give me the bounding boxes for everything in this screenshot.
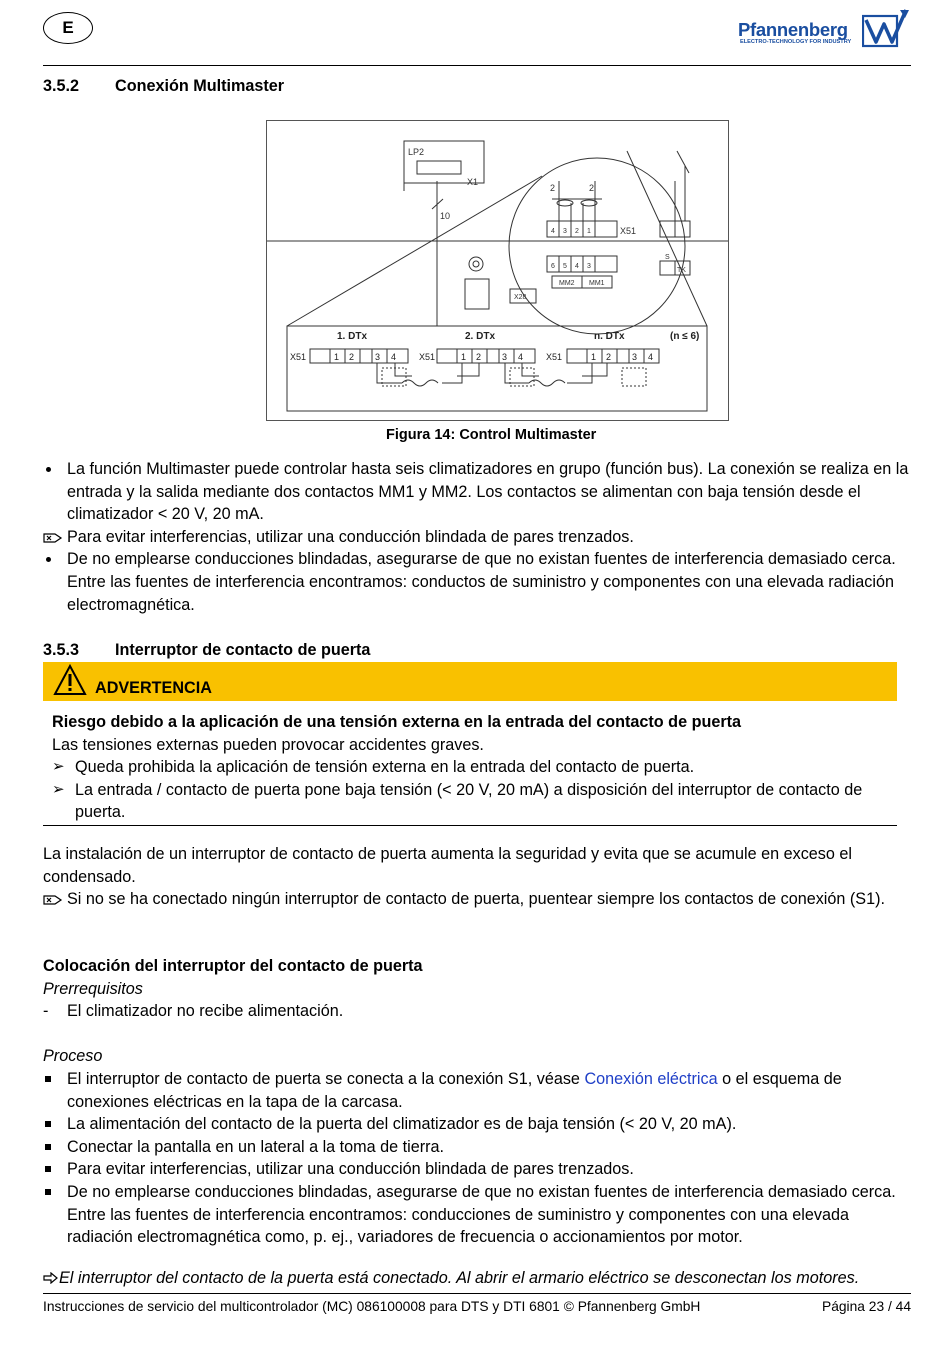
logo-tagline: ELECTRO-TECHNOLOGY FOR INDUSTRY <box>740 39 852 45</box>
label-mm1: MM1 <box>589 280 605 287</box>
list-item-text: La función Multimaster puede controlar hasta seis climatizadores en grupo (función bus). La conexión se realiza en la entrada y la salida mediante dos contactos MM1 y MM2. Los contactos se alimentan con baja tensión desde el climatizador < 20 V, 20 mA. <box>67 460 909 524</box>
label-mm2: MM2 <box>559 280 575 287</box>
section-heading-3-5-2 <box>43 77 543 97</box>
t1-4: 4 <box>391 352 397 362</box>
tn-3: 3 <box>632 352 638 362</box>
label-10: 10 <box>440 211 451 221</box>
step-text: El interruptor de contacto de puerta se conecta a la conexión S1, véase <box>67 1069 585 1088</box>
step-text: La alimentación del contacto de la puerta del climatizador es de baja tensión (< 20 V, 20 mA). <box>67 1115 737 1134</box>
intro-text: La instalación de un interruptor de contacto de puerta aumenta la seguridad y evita que se acumule en exceso el condensado. <box>43 845 852 886</box>
label-dtx-1: 1. DTx <box>337 331 368 342</box>
pfannenberg-logo <box>738 6 910 50</box>
process-step <box>43 1181 909 1249</box>
label-x51-2: X51 <box>419 352 436 362</box>
label-dtx-2: 2. DTx <box>465 331 496 342</box>
step-text: Conectar la pantalla en un lateral a la toma de tierra. <box>67 1137 445 1156</box>
term-6: 6 <box>551 263 555 270</box>
label-tk: TK <box>677 267 686 274</box>
pfannenberg-logo-icon <box>862 8 910 48</box>
section-number: 3.5.2 <box>43 77 80 95</box>
warning-item-text: La entrada / contacto de puerta pone baja tensión (< 20 V, 20 mA) a disposición del interruptor de contacto de puerta. <box>75 780 863 822</box>
note-hand-icon <box>43 893 63 907</box>
warning-text: Las tensiones externas pueden provocar accidentes graves. <box>52 735 484 754</box>
prereq-text: El climatizador no recibe alimentación. <box>67 1002 344 1021</box>
list-item <box>43 548 909 616</box>
note-hand-icon <box>43 531 63 545</box>
tn-1: 1 <box>591 352 597 362</box>
note-text: Si no se ha conectado ningún interruptor de contacto de puerta, puentear siempre los contactos de conexión (S1). <box>67 890 885 909</box>
t2-1: 1 <box>461 352 467 362</box>
language-code: E <box>62 18 74 37</box>
t2-2: 2 <box>476 352 482 362</box>
process-step <box>43 1158 909 1181</box>
electrical-connection-link[interactable]: Conexión eléctrica <box>584 1069 718 1088</box>
label-lp2: LP2 <box>408 147 425 157</box>
label-x51-n: X51 <box>546 352 563 362</box>
label-s: S <box>665 254 670 261</box>
term-3b: 3 <box>587 263 591 270</box>
process-step <box>43 1113 909 1136</box>
tn-2: 2 <box>606 352 612 362</box>
section-3-5-2-body <box>43 458 909 616</box>
note-text: Para evitar interferencias, utilizar una conducción blindada de pares trenzados. <box>67 527 634 546</box>
warning-label: ADVERTENCIA <box>95 679 212 697</box>
warning-triangle-icon <box>53 664 87 696</box>
warning-content <box>52 711 897 824</box>
warning-item-text: Queda prohibida la aplicación de tensión externa en la entrada del contacto de puerta. <box>75 758 695 777</box>
label-two-b: 2 <box>589 183 595 193</box>
t2-3: 3 <box>502 352 508 362</box>
section-heading-3-5-3 <box>43 641 543 661</box>
footer-rule <box>43 1293 911 1294</box>
step-text: Para evitar interferencias, utilizar una conducción blindada de pares trenzados. <box>67 1160 634 1179</box>
term-5: 5 <box>563 263 567 270</box>
header-rule <box>43 65 911 66</box>
label-x51-1: X51 <box>290 352 307 362</box>
process-step <box>43 1068 909 1113</box>
dash-bullet: - <box>43 1002 49 1021</box>
result-arrow-icon <box>43 1272 59 1284</box>
list-item <box>43 458 909 526</box>
label-n-max: (n ≤ 6) <box>670 331 700 342</box>
section-3-5-3-body <box>43 843 909 911</box>
list-item-text: De no emplearse conducciones blindadas, asegurarse de que no existan fuentes de interferencia demasiado cerca. Entre las fuentes de interferencia encontramos: conductos de suministro y componentes con una elevada radiación electromagnética. <box>67 550 896 614</box>
label-dtx-n: n. DTx <box>594 331 625 342</box>
t1-1: 1 <box>334 352 340 362</box>
figure-caption: Figura 14: Control Multimaster <box>386 427 597 443</box>
term-4b: 4 <box>575 263 579 270</box>
footer-document-info: Instrucciones de servicio del multicontrolador (MC) 086100008 para DTS y DTI 6801 © Pfannenberg GmbH <box>43 1299 701 1314</box>
language-badge <box>43 12 93 44</box>
prereq-label: Prerrequisitos <box>43 979 143 998</box>
section-title: Conexión Multimaster <box>115 77 285 95</box>
label-two-a: 2 <box>550 183 556 193</box>
result-text: El interruptor del contacto de la puerta está conectado. Al abrir el armario eléctrico se desconectan los motores. <box>59 1269 860 1287</box>
label-x51-circle: X51 <box>620 226 637 236</box>
note-item <box>43 888 909 911</box>
label-x28: X28 <box>514 294 527 301</box>
note-item <box>43 526 909 549</box>
warning-heading: Riesgo debido a la aplicación de una tensión externa en la entrada del contacto de puerta <box>52 713 742 731</box>
t1-3: 3 <box>375 352 381 362</box>
placement-title: Colocación del interruptor del contacto de puerta <box>43 957 423 975</box>
warning-item <box>52 756 897 779</box>
warning-banner <box>43 662 897 701</box>
section-title: Interruptor de contacto de puerta <box>115 641 371 659</box>
arrow-bullet-icon: ➢ <box>52 758 65 776</box>
term-4: 4 <box>551 228 555 235</box>
placement-section <box>43 955 909 1249</box>
step-text-after: o el esquema de conexiones eléctricas en la tapa de la carcasa. <box>67 1069 842 1111</box>
process-step <box>43 1136 909 1159</box>
warning-item <box>52 779 897 824</box>
prereq-item <box>43 1000 909 1023</box>
t2-4: 4 <box>518 352 524 362</box>
term-2: 2 <box>575 228 579 235</box>
tn-4: 4 <box>648 352 654 362</box>
logo-name: Pfannenberg <box>738 19 848 40</box>
label-x1: X1 <box>467 177 479 187</box>
multimaster-diagram <box>266 120 729 421</box>
section-number: 3.5.3 <box>43 641 80 659</box>
wiring-diagram-svg <box>267 121 728 420</box>
step-text: De no emplearse conducciones blindadas, asegurarse de que no existan fuentes de interferencia demasiado cerca. Entre las fuentes de interferencia encontramos: conducciones de suministro y componentes con una elevada radiación electromagnética como, p. ej., variadores de frecuencia o accionamientos por motor. <box>67 1182 896 1247</box>
footer-page-number: Página 23 / 44 <box>822 1299 911 1314</box>
arrow-bullet-icon: ➢ <box>52 780 65 798</box>
term-1: 1 <box>587 228 591 235</box>
result-line <box>43 1269 859 1288</box>
warning-bottom-rule <box>43 825 897 826</box>
process-label: Proceso <box>43 1047 103 1066</box>
term-3: 3 <box>563 228 567 235</box>
t1-2: 2 <box>349 352 355 362</box>
